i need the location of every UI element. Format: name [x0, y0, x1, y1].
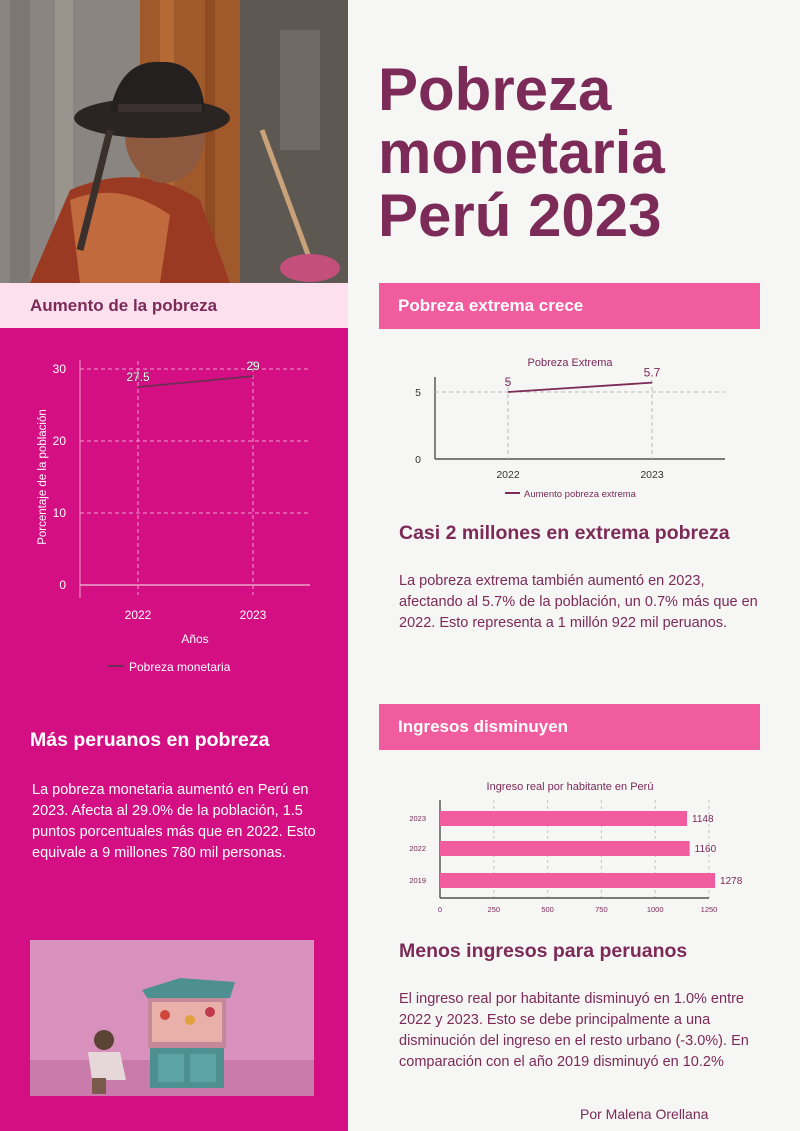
bar-2022: [440, 841, 690, 856]
elderly-man-photo: [0, 0, 348, 283]
data-label: 29: [246, 359, 260, 374]
left-paragraph: La pobreza monetaria aumentó en Perú en 2023. Afecta al 29.0% de la población, 1.5 puntos porcentuales más que en 2022. Esto equivale a 9 millones 780 mil personas.: [32, 782, 316, 861]
data-label: 27.5: [126, 370, 150, 384]
y-tick-label: 30: [52, 362, 66, 376]
data-label: 5: [504, 375, 512, 389]
income-paragraph: El ingreso real por habitante disminuyó en 1.0% entre 2022 y 2023. Esto se debe principalmente a una disminución del ingreso en el resto urbano (-3.0%). En comparación con el año 2019 disminuyó en 10.2%: [399, 991, 749, 1070]
chart-ingreso-real: [379, 770, 760, 920]
x-tick-label: 1000: [646, 905, 664, 914]
x-axis-title: Años: [181, 632, 209, 646]
x-tick-label: 500: [541, 905, 554, 914]
left-subtitle: Más peruanos en pobreza: [30, 729, 270, 751]
income-header: [379, 704, 760, 750]
data-label: 1160: [694, 844, 717, 855]
page-title-line3: Perú 2023: [378, 182, 662, 249]
page-title: [378, 58, 778, 247]
bar-2019: [440, 873, 715, 888]
data-label: 5.7: [643, 365, 661, 380]
author-credit: Por Malena Orellana: [580, 1106, 709, 1122]
left-section-header-label: Aumento de la pobreza: [30, 296, 218, 315]
series-line-pobreza-extrema: [508, 383, 652, 392]
x-tick-label: 2022: [124, 608, 152, 622]
x-tick-label: 2023: [640, 469, 664, 481]
street-vendor-illustration: [30, 940, 314, 1096]
extreme-poverty-paragraph: La pobreza extrema también aumentó en 2023, afectando al 5.7% de la población, un 0.7% más que en 2022. Esto representa a 1 millón 922 mil peruanos.: [399, 573, 758, 631]
data-label: 1148: [692, 814, 714, 825]
y-tick-label: 2022: [409, 844, 426, 853]
y-tick-label: 2023: [409, 814, 426, 823]
page-title-line2: monetaria: [378, 119, 665, 186]
bar-2023: [440, 811, 687, 826]
x-tick-label: 250: [487, 905, 501, 914]
income-subtitle: Menos ingresos para peruanos: [399, 940, 688, 962]
x-tick-label: 1250: [700, 905, 718, 914]
chart-title: Pobreza Extrema: [527, 357, 613, 369]
chart-pobreza-extrema-svg: [379, 345, 760, 510]
chart-title: Ingreso real por habitante en Perú: [486, 781, 654, 793]
series-line-pobreza-monetaria: [138, 376, 253, 387]
page-title-line1: Pobreza: [378, 56, 612, 123]
y-tick-label: 20: [52, 434, 66, 448]
x-tick-label: 2022: [496, 469, 520, 481]
income-header-label: Ingresos disminuyen: [398, 717, 569, 736]
extreme-poverty-subtitle: Casi 2 millones en extrema pobreza: [399, 522, 730, 544]
elderly-man-illustration: [0, 0, 348, 283]
chart-pobreza-monetaria-svg: [0, 340, 348, 690]
data-label: 1278: [720, 876, 743, 887]
left-section-header: [0, 283, 348, 328]
extreme-poverty-header-label: Pobreza extrema crece: [398, 296, 584, 315]
legend-label: Aumento pobreza extrema: [524, 489, 636, 500]
extreme-poverty-header: [379, 283, 760, 329]
chart-ingreso-real-svg: [379, 770, 760, 920]
chart-pobreza-extrema: [379, 345, 760, 510]
x-tick-label: 750: [595, 905, 608, 914]
x-tick-label: 2023: [239, 608, 267, 622]
x-tick-label: 0: [437, 905, 443, 914]
y-tick-label: 2019: [409, 876, 426, 885]
y-tick-label: 0: [415, 454, 421, 466]
y-axis-title: Porcentaje de la población: [37, 409, 49, 545]
legend-label: Pobreza monetaria: [129, 660, 231, 674]
y-tick-label: 0: [59, 578, 66, 592]
street-vendor-photo: [30, 940, 314, 1096]
chart-pobreza-monetaria: [0, 340, 348, 690]
y-tick-label: 10: [52, 506, 66, 520]
y-tick-label: 5: [415, 387, 421, 399]
